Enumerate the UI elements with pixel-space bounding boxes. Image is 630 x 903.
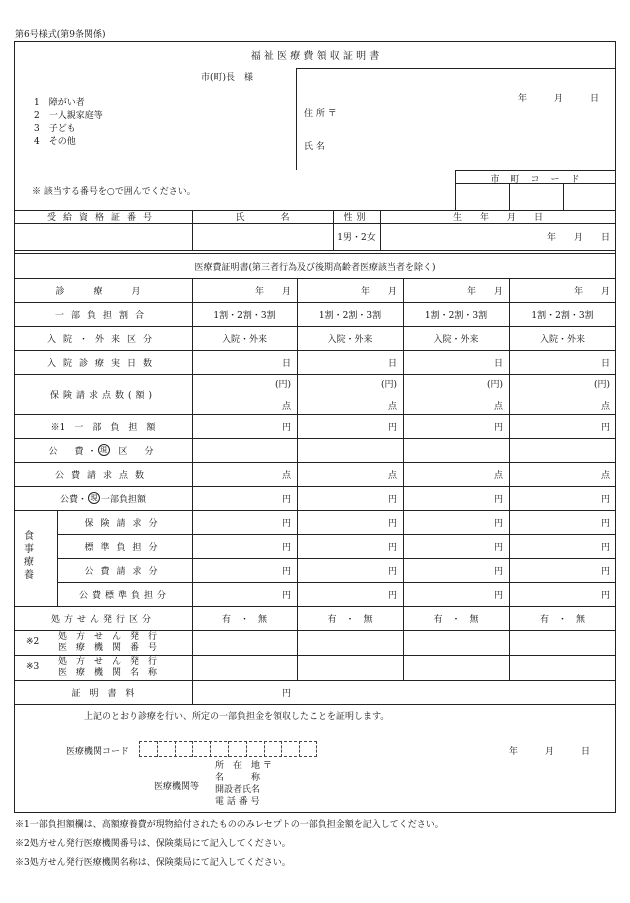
divider [14, 655, 616, 656]
cell-month: 年 月 [466, 286, 503, 297]
birth-value: 年 月 日 [546, 233, 610, 243]
row-label-inout: 入院・外来区分 [46, 334, 159, 345]
category-item: 3 子ども [34, 124, 76, 134]
cell-public-points: 点 [387, 470, 397, 481]
divider [296, 68, 616, 69]
cell-copay: 円 [600, 422, 610, 433]
cell-public-copay: 円 [600, 494, 610, 505]
inst-code-digit-separator [299, 741, 300, 757]
cell-copay: 円 [281, 422, 291, 433]
section-title: 医療費証明書(第三者行為及び後期高齢者医療該当者を除く) [194, 262, 436, 273]
cell-days: 日 [281, 358, 291, 369]
divider [14, 704, 616, 705]
row-label-ratio: 一部負担割合 [54, 310, 151, 321]
inst-code-digit-separator [264, 741, 265, 757]
row-label-public-class-a: 公 費 [48, 446, 88, 457]
row-label-copay: ※1 一 部 負 担 額 [50, 422, 156, 433]
category-item: 2 一人親家庭等 [34, 111, 103, 121]
row-label-public-class-b: 区 分 [118, 446, 158, 457]
cell-public-points: 点 [281, 470, 291, 481]
cell-meal-pub: 円 [387, 566, 397, 577]
inst-field: 電 話 番 号 [215, 797, 260, 807]
row-label-rx-name-line: 処 方 せ ん 発 行 [58, 657, 158, 667]
row-label-rx-no-line: 処 方 せ ん 発 行 [58, 632, 158, 642]
divider [455, 170, 616, 171]
row-label-cert-fee: 証 明 書 料 [71, 688, 135, 699]
inst-code-digit-separator [281, 741, 282, 757]
cell-ratio: 1割・2割・3割 [318, 310, 382, 321]
row-label-meal-std: 標準負担分 [84, 542, 165, 553]
row-label-points: 保険請求点数(額) [49, 390, 157, 401]
circle-note: ※ 該当する番号を○で囲んでください。 [32, 187, 196, 197]
cell-meal-std: 円 [600, 542, 610, 553]
inst-code-digit-separator [228, 741, 229, 757]
category-item: 1 障がい者 [34, 98, 85, 108]
cell-ratio: 1割・2割・3割 [424, 310, 488, 321]
inst-field: 所 在 地 〒 [215, 761, 272, 771]
cell-meal-std: 円 [387, 542, 397, 553]
category-item: 4 その他 [34, 137, 76, 147]
inst-date: 年 月 日 [509, 747, 591, 757]
circled-char-icon: 現 [98, 444, 110, 456]
cell-points-yen: (円) [380, 379, 397, 390]
cell-ratio: 1割・2割・3割 [213, 310, 276, 321]
cell-meal-ins: 円 [281, 518, 291, 529]
cell-meal-ins: 円 [600, 518, 610, 529]
cell-points-ten: 点 [387, 401, 397, 412]
cell-inout: 入院・外来 [539, 334, 585, 345]
cell-rx-issue: 有 ・ 無 [221, 614, 267, 625]
cell-points-ten: 点 [600, 401, 610, 412]
row-label-meal-group: 食事療養 [24, 531, 34, 581]
row-label-public-class [14, 438, 192, 462]
header-gender: 性別 [343, 213, 370, 223]
cell-public-copay: 円 [387, 494, 397, 505]
addressee: 市(町)長 様 [201, 73, 254, 83]
cell-meal-pub: 円 [493, 566, 503, 577]
row-mark-rx-name: ※3 [26, 662, 40, 672]
inst-code-digit-separator [210, 741, 211, 757]
row-label-rx-issue: 処方せん発行区分 [50, 614, 155, 625]
cell-rx-issue: 有 ・ 無 [327, 614, 373, 625]
cell-days: 日 [387, 358, 397, 369]
cell-meal-pubstd: 円 [600, 590, 610, 601]
row-label-meal-pub: 公費請求分 [84, 566, 165, 577]
address-label: 住 所 〒 [304, 109, 337, 119]
row-mark-rx-no: ※2 [26, 637, 40, 647]
inst-label: 医療機関等 [154, 782, 200, 792]
cell-month: 年 月 [573, 286, 610, 297]
cell-days: 日 [600, 358, 610, 369]
row-label-meal-ins: 保険請求分 [84, 518, 165, 529]
row-label-dot: ・ [87, 446, 97, 457]
row-label-rx-name [58, 657, 157, 679]
cell-points-ten: 点 [493, 401, 503, 412]
cell-public-points: 点 [600, 470, 610, 481]
row-label-public-copay-a: 公費・ [59, 494, 87, 505]
applicant-date: 年 月 日 [518, 94, 600, 104]
category-list [34, 97, 103, 149]
divider [14, 630, 616, 631]
form-title: 福 祉 医 療 費 領 収 証 明 書 [250, 51, 380, 62]
municipal-code-label: 市 町 コ ー ド [490, 175, 581, 185]
cell-public-copay: 円 [281, 494, 291, 505]
statement: 上記のとおり診療を行い、所定の一部負担金を領収したことを証明します。 [84, 712, 390, 722]
inst-code-digit-separator [175, 741, 176, 757]
row-label-rx-no-line: 医 療 機 関 番 号 [58, 643, 158, 653]
cell-points-yen: (円) [486, 379, 503, 390]
inst-code-digit-separator [192, 741, 193, 757]
row-label-month: 診 療 月 [55, 286, 151, 297]
footnote: ※2処方せん発行医療機関番号は、保険薬局にて記入してください。 [15, 839, 291, 849]
cell-meal-std: 円 [281, 542, 291, 553]
row-label-days: 入院診療実日数 [46, 358, 159, 369]
circled-char-icon: 現 [88, 492, 100, 504]
cell-meal-ins: 円 [387, 518, 397, 529]
header-birth: 生 年 月 日 [452, 213, 543, 223]
cell-meal-pubstd: 円 [493, 590, 503, 601]
cell-copay: 円 [493, 422, 503, 433]
footnote: ※1一部負担額欄は、高額療養費が現物給付されたもののみレセプトの一部負担金額を記入してください。 [15, 820, 444, 830]
cell-meal-pubstd: 円 [281, 590, 291, 601]
footnote: ※3処方せん発行医療機関名称は、保険薬局にて記入してください。 [15, 858, 291, 868]
cell-meal-std: 円 [493, 542, 503, 553]
header-cert-no: 受給資格証番号 [46, 213, 159, 223]
cert-fee-value: 円 [281, 688, 291, 699]
inst-field: 名 称 [215, 773, 261, 783]
row-label-public-copay [14, 486, 192, 510]
inst-field: 開設者氏名 [215, 785, 261, 795]
row-label-meal-pubstd: 公費標準負担分 [78, 590, 170, 601]
cell-copay: 円 [387, 422, 397, 433]
cell-points-yen: (円) [274, 379, 291, 390]
cell-points-ten: 点 [281, 401, 291, 412]
inst-code-digit-separator [157, 741, 158, 757]
row-label-rx-name-line: 医 療 機 関 名 称 [58, 668, 158, 678]
row-label-rx-no [58, 632, 157, 654]
cell-inout: 入院・外来 [327, 334, 373, 345]
divider [296, 68, 297, 170]
name-label: 氏 名 [304, 142, 325, 152]
cell-meal-ins: 円 [493, 518, 503, 529]
cell-public-copay: 円 [493, 494, 503, 505]
cell-meal-pub: 円 [600, 566, 610, 577]
cell-month: 年 月 [254, 286, 291, 297]
divider [563, 183, 564, 210]
header-name: 氏 名 [235, 213, 290, 223]
row-label-public-points: 公費請求点数 [54, 470, 151, 481]
cell-rx-issue: 有 ・ 無 [433, 614, 479, 625]
form-label: 第6号様式(第9条関係) [15, 30, 106, 40]
inst-fields [215, 760, 272, 808]
cell-meal-pub: 円 [281, 566, 291, 577]
gender-value: 1男・2女 [337, 233, 376, 243]
cell-rx-issue: 有 ・ 無 [539, 614, 585, 625]
inst-code-label: 医療機関コード [66, 747, 130, 757]
cell-points-yen: (円) [593, 379, 610, 390]
cell-month: 年 月 [360, 286, 397, 297]
cell-inout: 入院・外来 [433, 334, 479, 345]
cell-public-points: 点 [493, 470, 503, 481]
cell-inout: 入院・外来 [221, 334, 267, 345]
cell-meal-pubstd: 円 [387, 590, 397, 601]
cell-days: 日 [493, 358, 503, 369]
row-label-public-copay-b: 一部負担額 [101, 494, 147, 505]
cell-ratio: 1割・2割・3割 [531, 310, 594, 321]
inst-code-digit-separator [246, 741, 247, 757]
divider [509, 183, 510, 210]
